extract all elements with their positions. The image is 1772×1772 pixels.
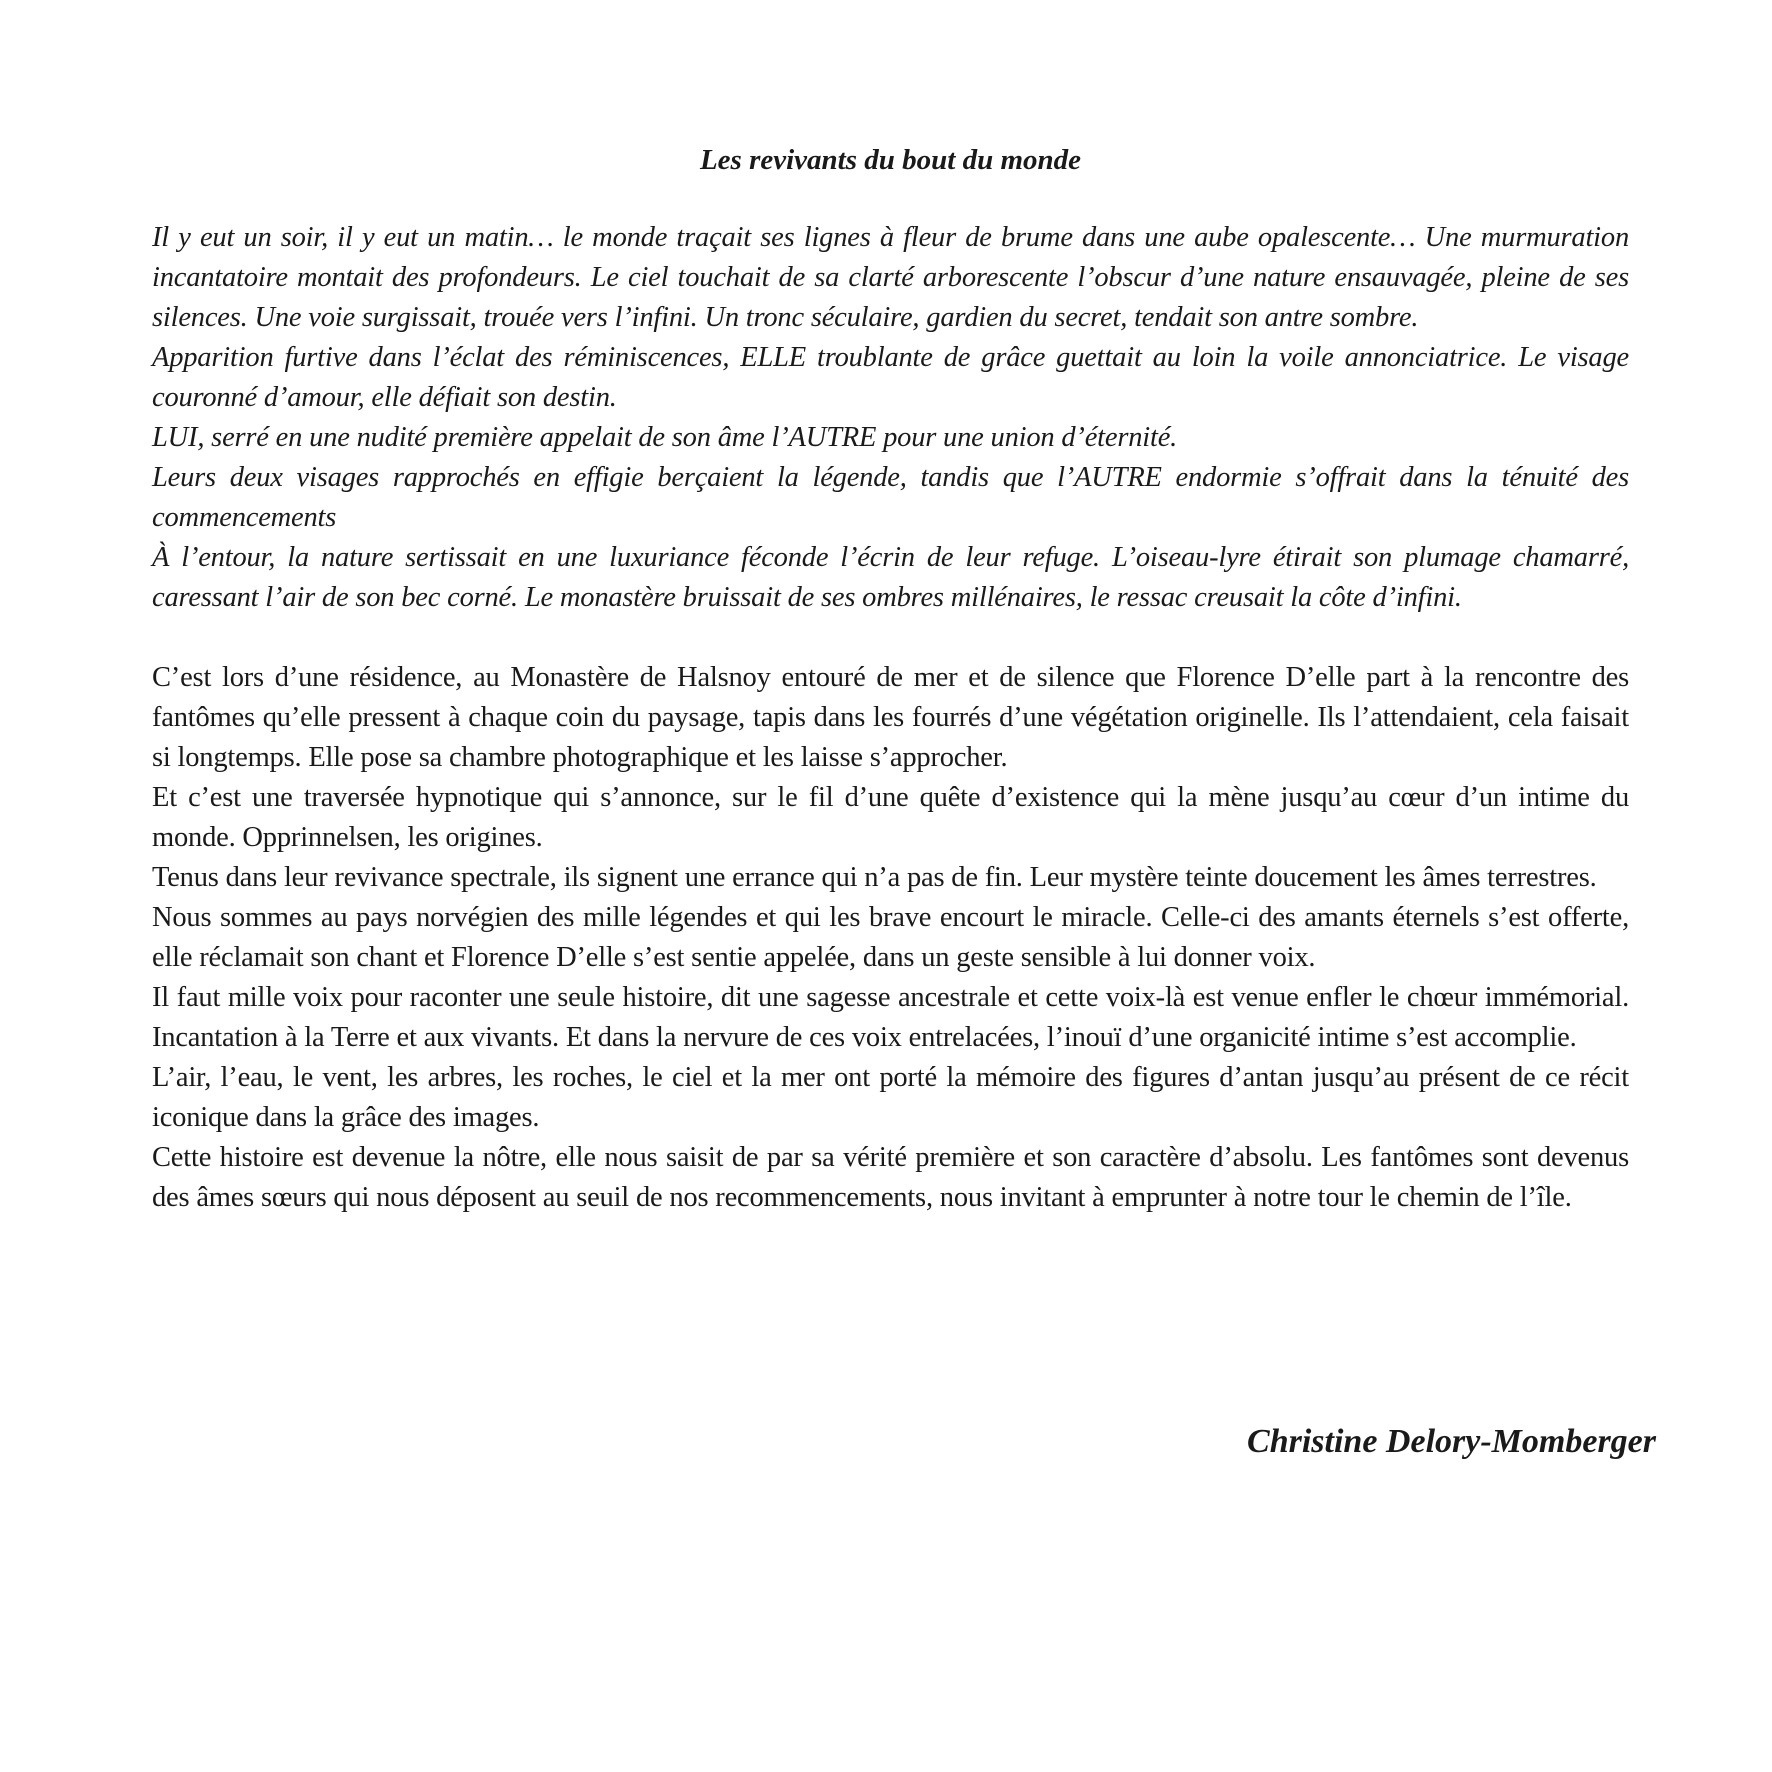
intro-paragraph: À l’entour, la nature sertissait en une luxuriance féconde l’écrin de leur refuge. L’oiseau-lyre étirait son plumage chamarré, caressant l’air de son bec corné. Le monastère bruissait de ses ombres millénaires, le ressac creusait la côte d’infini. xyxy=(152,542,1629,613)
body-paragraph: Il faut mille voix pour raconter une seule histoire, dit une sagesse ancestrale et cette voix-là est venue enfler le chœur immémorial. Incantation à la Terre et aux vivants. Et dans la nervure de ces voix entrelacées, l’inouï d’une organicité intime s’est accomplie. xyxy=(152,982,1629,1053)
body-paragraph: Cette histoire est devenue la nôtre, elle nous saisit de par sa vérité première et son caractère d’absolu. Les fantômes sont devenus des âmes sœurs qui nous déposent au seuil de nos recommencements, nous invitant à emprunter à notre tour le chemin de l’île. xyxy=(152,1142,1629,1213)
body-paragraph: Nous sommes au pays norvégien des mille légendes et qui les brave encourt le miracle. Celle-ci des amants éternels s’est offerte, elle réclamait son chant et Florence D’elle s’est sentie appelée, dans un geste sensible à lui donner voix. xyxy=(152,902,1629,973)
intro-paragraph: Apparition furtive dans l’éclat des réminiscences, ELLE troublante de grâce guettait au loin la voile annonciatrice. Le visage couronné d’amour, elle défiait son destin. xyxy=(152,342,1629,413)
body-paragraph: Et c’est une traversée hypnotique qui s’annonce, sur le fil d’une quête d’existence qui la mène jusqu’au cœur d’un intime du monde. Opprinnelsen, les origines. xyxy=(152,782,1629,853)
document-title: Les revivants du bout du monde xyxy=(699,144,1082,176)
intro-paragraph: Il y eut un soir, il y eut un matin… le monde traçait ses lignes à fleur de brume dans une aube opalescente… Une murmuration incantatoire montait des profondeurs. Le ciel touchait de sa clarté arborescente l’obscur d’une nature ensauvagée, pleine de ses silences. Une voie surgissait, trouée vers l’infini. Un tronc séculaire, gardien du secret, tendait son antre sombre. xyxy=(152,222,1629,333)
body-paragraph: C’est lors d’une résidence, au Monastère de Halsnoy entouré de mer et de silence que Florence D’elle part à la rencontre des fantômes qu’elle pressent à chaque coin du paysage, tapis dans les fourrés d’une végétation originelle. Ils l’attendaient, cela faisait si longtemps. Elle pose sa chambre photographique et les laisse s’approcher. xyxy=(152,662,1629,773)
intro-paragraph: LUI, serré en une nudité première appelait de son âme l’AUTRE pour une union d’éternité. xyxy=(152,422,1178,453)
body-paragraph: L’air, l’eau, le vent, les arbres, les roches, le ciel et la mer ont porté la mémoire des figures d’antan jusqu’au présent de ce récit iconique dans la grâce des images. xyxy=(152,1062,1629,1133)
signature-block xyxy=(295,1420,1772,1464)
document-page xyxy=(152,140,1629,1218)
body-section xyxy=(152,658,1629,1218)
intro-paragraph: Leurs deux visages rapprochés en effigie berçaient la légende, tandis que l’AUTRE endormie s’offrait dans la ténuité des commencements xyxy=(152,462,1629,533)
author-signature: Christine Delory-Momberger xyxy=(1247,1423,1656,1460)
intro-section xyxy=(152,218,1629,618)
body-paragraph: Tenus dans leur revivance spectrale, ils signent une errance qui n’a pas de fin. Leur mystère teinte doucement les âmes terrestres. xyxy=(152,862,1597,893)
